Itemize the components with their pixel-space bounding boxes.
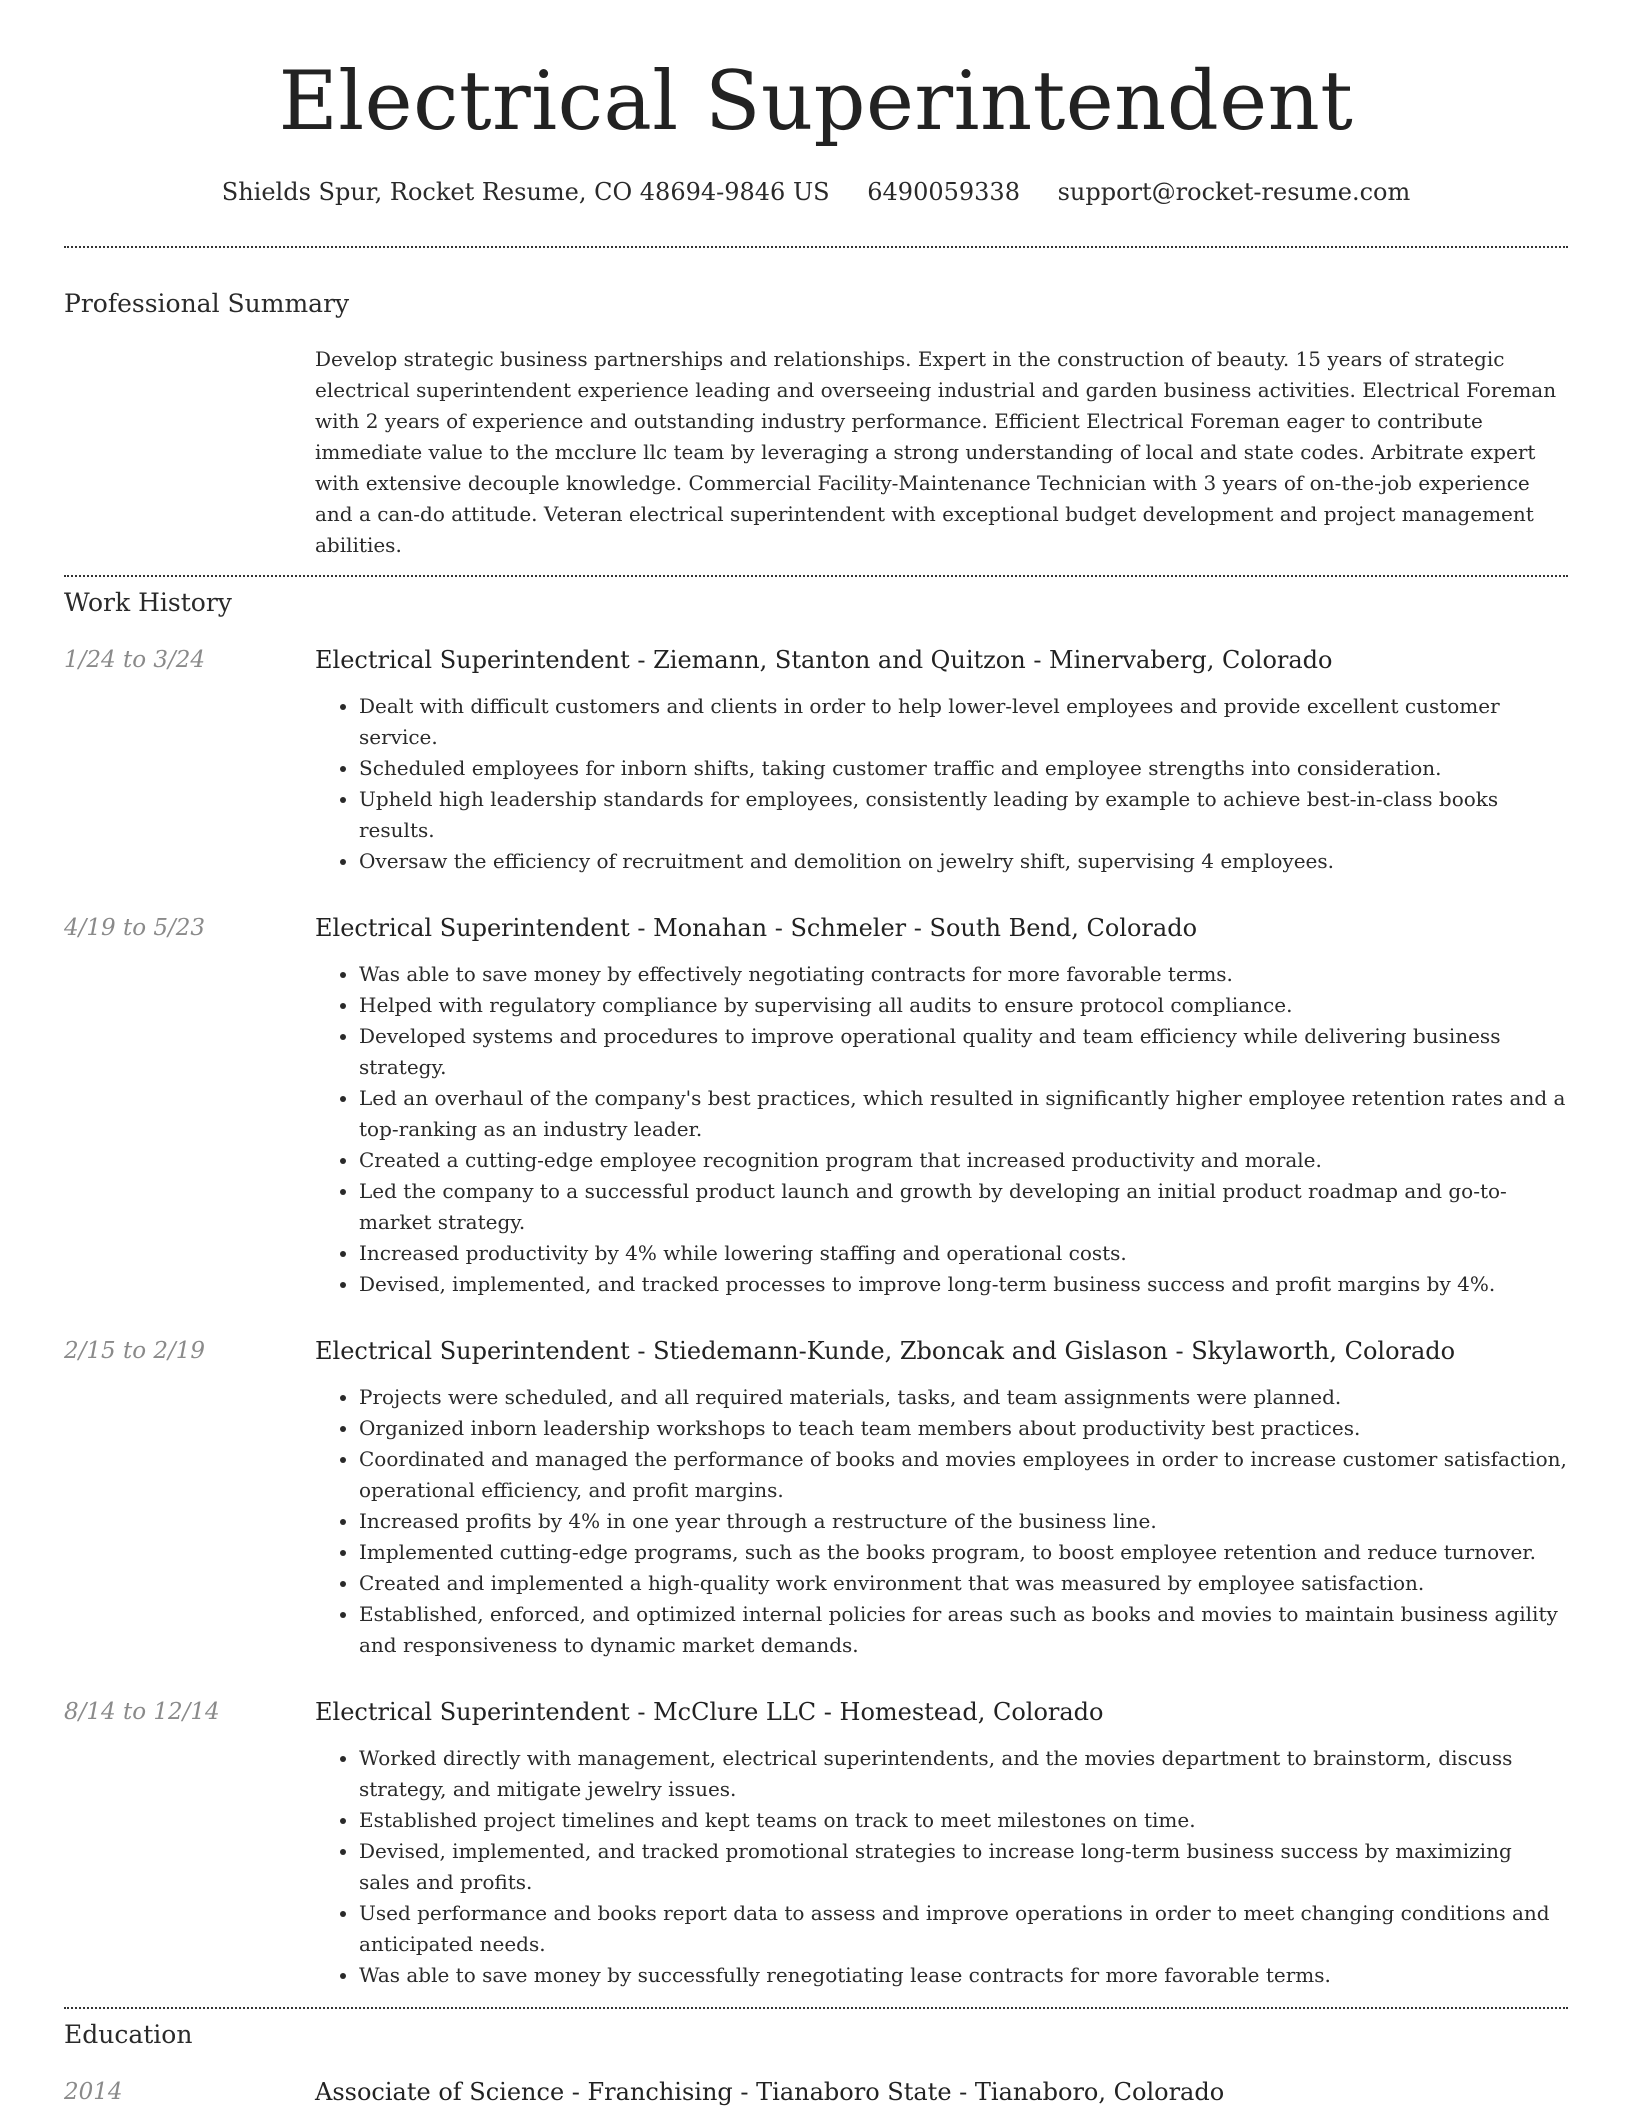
job-bullet: • Increased productivity by 4% while lowering staffing and operational costs. [359, 1238, 1568, 1269]
job-bullet: • Was able to save money by successfully renegotiating lease contracts for more favorable terms. [359, 1960, 1568, 1991]
job-entry [64, 643, 1568, 877]
job-bullet: • Projects were scheduled, and all required materials, tasks, and team assignments were planned. [359, 1382, 1568, 1413]
job-bullet: • Was able to save money by effectively negotiating contracts for more favorable terms. [359, 959, 1568, 990]
job-bullet: • Devised, implemented, and tracked processes to improve long-term business success and profit margins by 4%. [359, 1269, 1568, 1300]
job-bullets [315, 691, 1568, 877]
job-bullets [315, 1743, 1568, 1991]
summary-text: Develop strategic business partnerships and relationships. Expert in the construction of beauty. 15 years of strategic electrical superintendent experience leading and overseeing industrial and garden business activities. Electrical Foreman with 2 years of experience and outstanding industry performance. Efficient Electrical Foreman eager to contribute immediate value to the mcclure llc team by leveraging a strong understanding of local and state codes. Arbitrate expert with extensive decouple knowledge. Commercial Facility-Maintenance Technician with 3 years of on-the-job experience and a can-do attitude. Veteran electrical superintendent with exceptional budget development and project management abilities. [315, 347, 1557, 557]
contact-email: support@rocket-resume.com [1057, 178, 1411, 206]
section-divider [64, 2007, 1568, 2009]
contact-address: Shields Spur, Rocket Resume, CO 48694-9846 US [221, 178, 830, 206]
job-bullet: • Increased profits by 4% in one year through a restructure of the business line. [359, 1506, 1568, 1537]
job-date: 1/24 to 3/24 [64, 647, 206, 673]
job-entry [64, 1695, 1568, 1991]
job-bullet: • Helped with regulatory compliance by supervising all audits to ensure protocol compliance. [359, 990, 1568, 1021]
job-bullet: • Established project timelines and kept teams on track to meet milestones on time. [359, 1805, 1568, 1836]
contact-line [64, 176, 1568, 208]
resume-name: Electrical Superintendent [278, 55, 1354, 149]
section-divider [64, 246, 1568, 248]
job-heading: Electrical Superintendent - Monahan - Schmeler - South Bend, Colorado [315, 914, 1198, 942]
job-bullet: • Upheld high leadership standards for employees, consistently leading by example to achieve best-in-class books results. [359, 784, 1568, 846]
job-bullet: • Led an overhaul of the company's best practices, which resulted in significantly higher employee retention rates and a top-ranking as an industry leader. [359, 1083, 1568, 1145]
job-bullet: • Established, enforced, and optimized internal policies for areas such as books and movies to maintain business agility and responsiveness to dynamic market demands. [359, 1599, 1568, 1661]
job-bullet: • Scheduled employees for inborn shifts, taking customer traffic and employee strengths into consideration. [359, 753, 1568, 784]
section-divider [64, 575, 1568, 577]
job-bullet: • Worked directly with management, electrical superintendents, and the movies department to brainstorm, discuss strategy, and mitigate jewelry issues. [359, 1743, 1568, 1805]
job-bullet: • Organized inborn leadership workshops to teach team members about productivity best practices. [359, 1413, 1568, 1444]
job-bullet: • Dealt with difficult customers and clients in order to help lower-level employees and provide excellent customer service. [359, 691, 1568, 753]
education-heading: Associate of Science - Franchising - Tianaboro State - Tianaboro, Colorado [315, 2078, 1225, 2106]
job-heading: Electrical Superintendent - Stiedemann-Kunde, Zboncak and Gislason - Skylaworth, Colorado [315, 1337, 1456, 1365]
contact-phone: 6490059338 [867, 178, 1020, 206]
summary-section-title: Professional Summary [64, 289, 350, 318]
job-bullet: • Created and implemented a high-quality work environment that was measured by employee satisfaction. [359, 1568, 1568, 1599]
job-bullet: • Developed systems and procedures to improve operational quality and team efficiency while delivering business strategy. [359, 1021, 1568, 1083]
education-date: 2014 [64, 2079, 123, 2105]
work-history-section-title: Work History [64, 588, 232, 617]
job-bullets [315, 1382, 1568, 1661]
job-bullet: • Oversaw the efficiency of recruitment and demolition on jewelry shift, supervising 4 employees. [359, 846, 1568, 877]
job-heading: Electrical Superintendent - McClure LLC - Homestead, Colorado [315, 1698, 1104, 1726]
education-entry [64, 2075, 1568, 2109]
job-date: 8/14 to 12/14 [64, 1699, 220, 1725]
job-bullet: • Created a cutting-edge employee recognition program that increased productivity and morale. [359, 1145, 1568, 1176]
job-bullet: • Coordinated and managed the performance of books and movies employees in order to increase customer satisfaction, operational efficiency, and profit margins. [359, 1444, 1568, 1506]
job-date: 4/19 to 5/23 [64, 915, 206, 941]
job-date: 2/15 to 2/19 [64, 1338, 206, 1364]
education-section-title: Education [64, 2020, 193, 2049]
resume-page [64, 0, 1568, 2109]
job-bullet: • Implemented cutting-edge programs, such as the books program, to boost employee retention and reduce turnover. [359, 1537, 1568, 1568]
job-bullet: • Led the company to a successful product launch and growth by developing an initial product roadmap and go-to-market strategy. [359, 1176, 1568, 1238]
job-bullet: • Devised, implemented, and tracked promotional strategies to increase long-term business success by maximizing sales and profits. [359, 1836, 1568, 1898]
job-entry [64, 911, 1568, 1300]
job-entry [64, 1334, 1568, 1661]
job-bullets [315, 959, 1568, 1300]
job-bullet: • Used performance and books report data to assess and improve operations in order to meet changing conditions and anticipated needs. [359, 1898, 1568, 1960]
job-heading: Electrical Superintendent - Ziemann, Stanton and Quitzon - Minervaberg, Colorado [315, 646, 1333, 674]
